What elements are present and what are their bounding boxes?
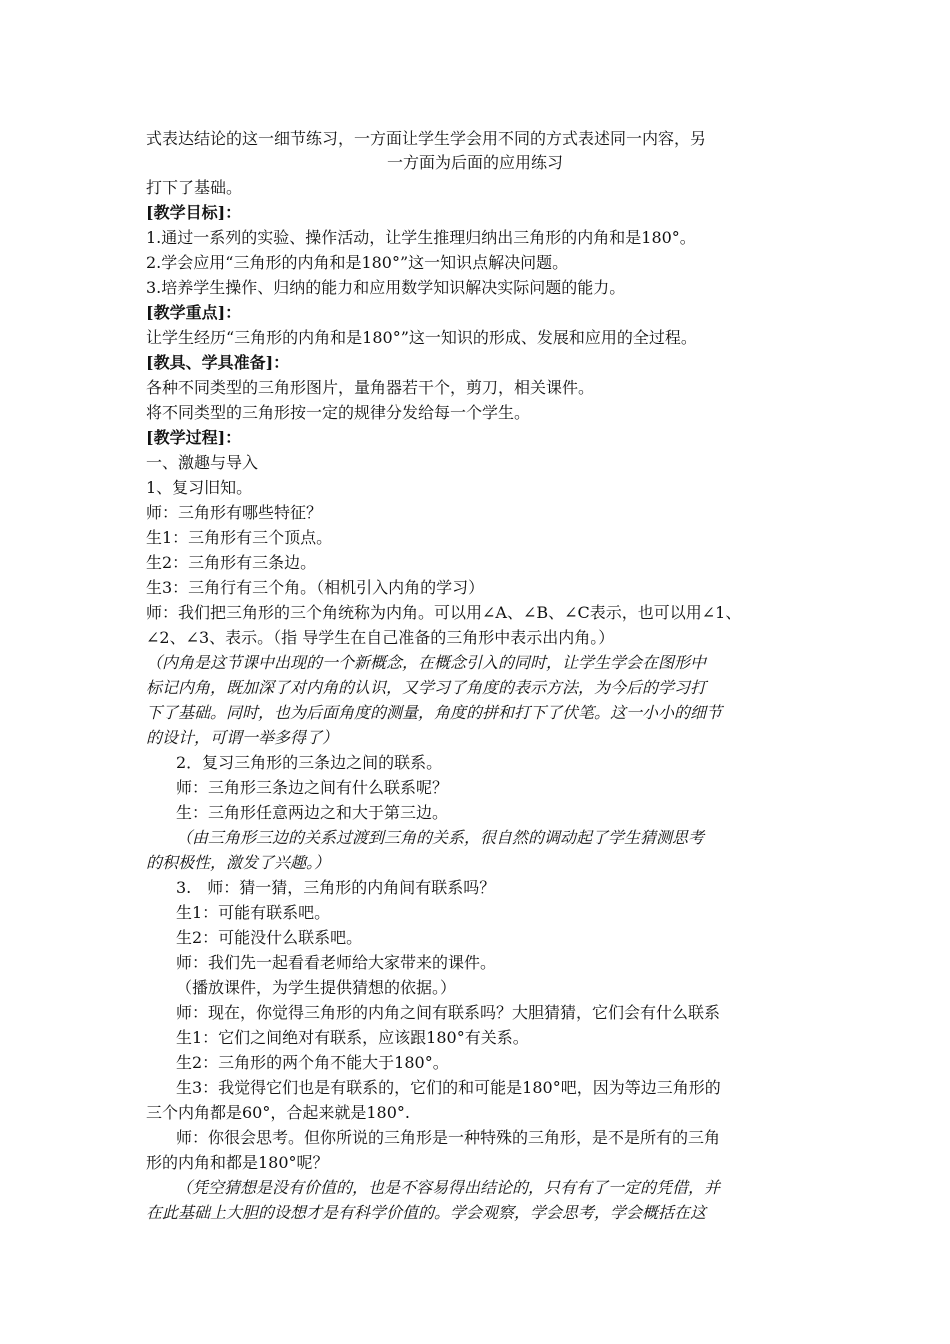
- text-line: 将不同类型的三角形按一定的规律分发给每一个学生。: [146, 403, 531, 422]
- text-line: 师：三角形三条边之间有什么联系呢？: [176, 778, 449, 797]
- text-line: 各种不同类型的三角形图片，量角器若干个，剪刀，相关课件。: [146, 378, 595, 397]
- commentary-line: 标记内角，既加深了对内角的认识，又学习了角度的表示方法，为今后的学习打: [146, 678, 707, 697]
- text-line: 生3：我觉得它们也是有联系的，它们的和可能是180°吧，因为等边三角形的: [176, 1078, 721, 1097]
- text-line: （播放课件，为学生提供猜想的依据。）: [176, 978, 457, 997]
- text-line: 1、复习旧知。: [146, 478, 253, 497]
- section-heading: [教学目标]：: [146, 203, 242, 222]
- section-heading: [教具、学具准备]：: [146, 353, 290, 372]
- commentary-line: 在此基础上大胆的设想才是有科学价值的。学会观察，学会思考，学会概括在这: [146, 1203, 707, 1222]
- text-line: 师：三角形有哪些特征？: [146, 503, 323, 522]
- text-line: 生2：可能没什么联系吧。: [176, 928, 363, 947]
- text-line: 式表达结论的这一细节练习，一方面让学生学会用不同的方式表述同一内容，另: [146, 129, 707, 148]
- text-line: 一方面为后面的应用练习: [386, 153, 563, 172]
- text-line: 三个内角都是60°，合起来就是180°.: [146, 1103, 410, 1122]
- text-line: 生：三角形任意两边之和大于第三边。: [176, 803, 449, 822]
- text-line: 师：你很会思考。但你所说的三角形是一种特殊的三角形，是不是所有的三角: [176, 1128, 721, 1147]
- text-line: 生1：它们之间绝对有联系，应该跟180°有关系。: [176, 1028, 529, 1047]
- commentary-line: 的设计，可谓一举多得了）: [146, 728, 339, 747]
- text-line: 师：我们先一起看看老师给大家带来的课件。: [176, 953, 497, 972]
- text-line: 3. 师：猜一猜，三角形的内角间有联系吗？: [176, 878, 496, 897]
- text-line: 生2：三角形有三条边。: [146, 553, 317, 572]
- text-line: 师：我们把三角形的三个角统称为内角。可以用∠A、∠B、∠C表示，也可以用∠1、: [146, 603, 742, 622]
- commentary-line: 下了基础。同时，也为后面角度的测量，角度的拼和打下了伏笔。这一小小的细节: [146, 703, 723, 722]
- section-heading: [教学重点]：: [146, 303, 242, 322]
- text-line: 2．复习三角形的三条边之间的联系。: [176, 753, 443, 772]
- text-line: 生3：三角行有三个角。（相机引入内角的学习）: [146, 578, 485, 597]
- text-line: 打下了基础。: [146, 178, 243, 197]
- text-line: 让学生经历“三角形的内角和是180°”这一知识的形成、发展和应用的全过程。: [146, 328, 697, 347]
- section-heading: [教学过程]：: [146, 428, 242, 447]
- commentary-line: （凭空猜想是没有价值的，也是不容易得出结论的，只有有了一定的凭借，并: [176, 1178, 721, 1197]
- text-line: ∠2、∠3、表示。（指 导学生在自己准备的三角形中表示出内角。）: [146, 628, 615, 647]
- text-line: 生1：三角形有三个顶点。: [146, 528, 333, 547]
- commentary-line: （由三角形三边的关系过渡到三角的关系，很自然的调动起了学生猜测思考: [176, 828, 705, 847]
- text-line: 3.培养学生操作、归纳的能力和应用数学知识解决实际问题的能力。: [146, 278, 626, 297]
- text-line: 2.学会应用“三角形的内角和是180°”这一知识点解决问题。: [146, 253, 569, 272]
- commentary-line: （内角是这节课中出现的一个新概念，在概念引入的同时，让学生学会在图形中: [146, 653, 707, 672]
- text-line: 生2：三角形的两个角不能大于180°。: [176, 1053, 449, 1072]
- text-line: 一、激趣与导入: [146, 453, 259, 472]
- commentary-line: 的积极性，激发了兴趣。）: [146, 853, 331, 872]
- text-line: 师：现在，你觉得三角形的内角之间有联系吗？大胆猜猜，它们会有什么联系: [176, 1003, 721, 1022]
- text-line: 形的内角和都是180°呢？: [146, 1153, 329, 1172]
- text-line: 1.通过一系列的实验、操作活动，让学生推理归纳出三角形的内角和是180°。: [146, 228, 696, 247]
- text-line: 生1：可能有联系吧。: [176, 903, 331, 922]
